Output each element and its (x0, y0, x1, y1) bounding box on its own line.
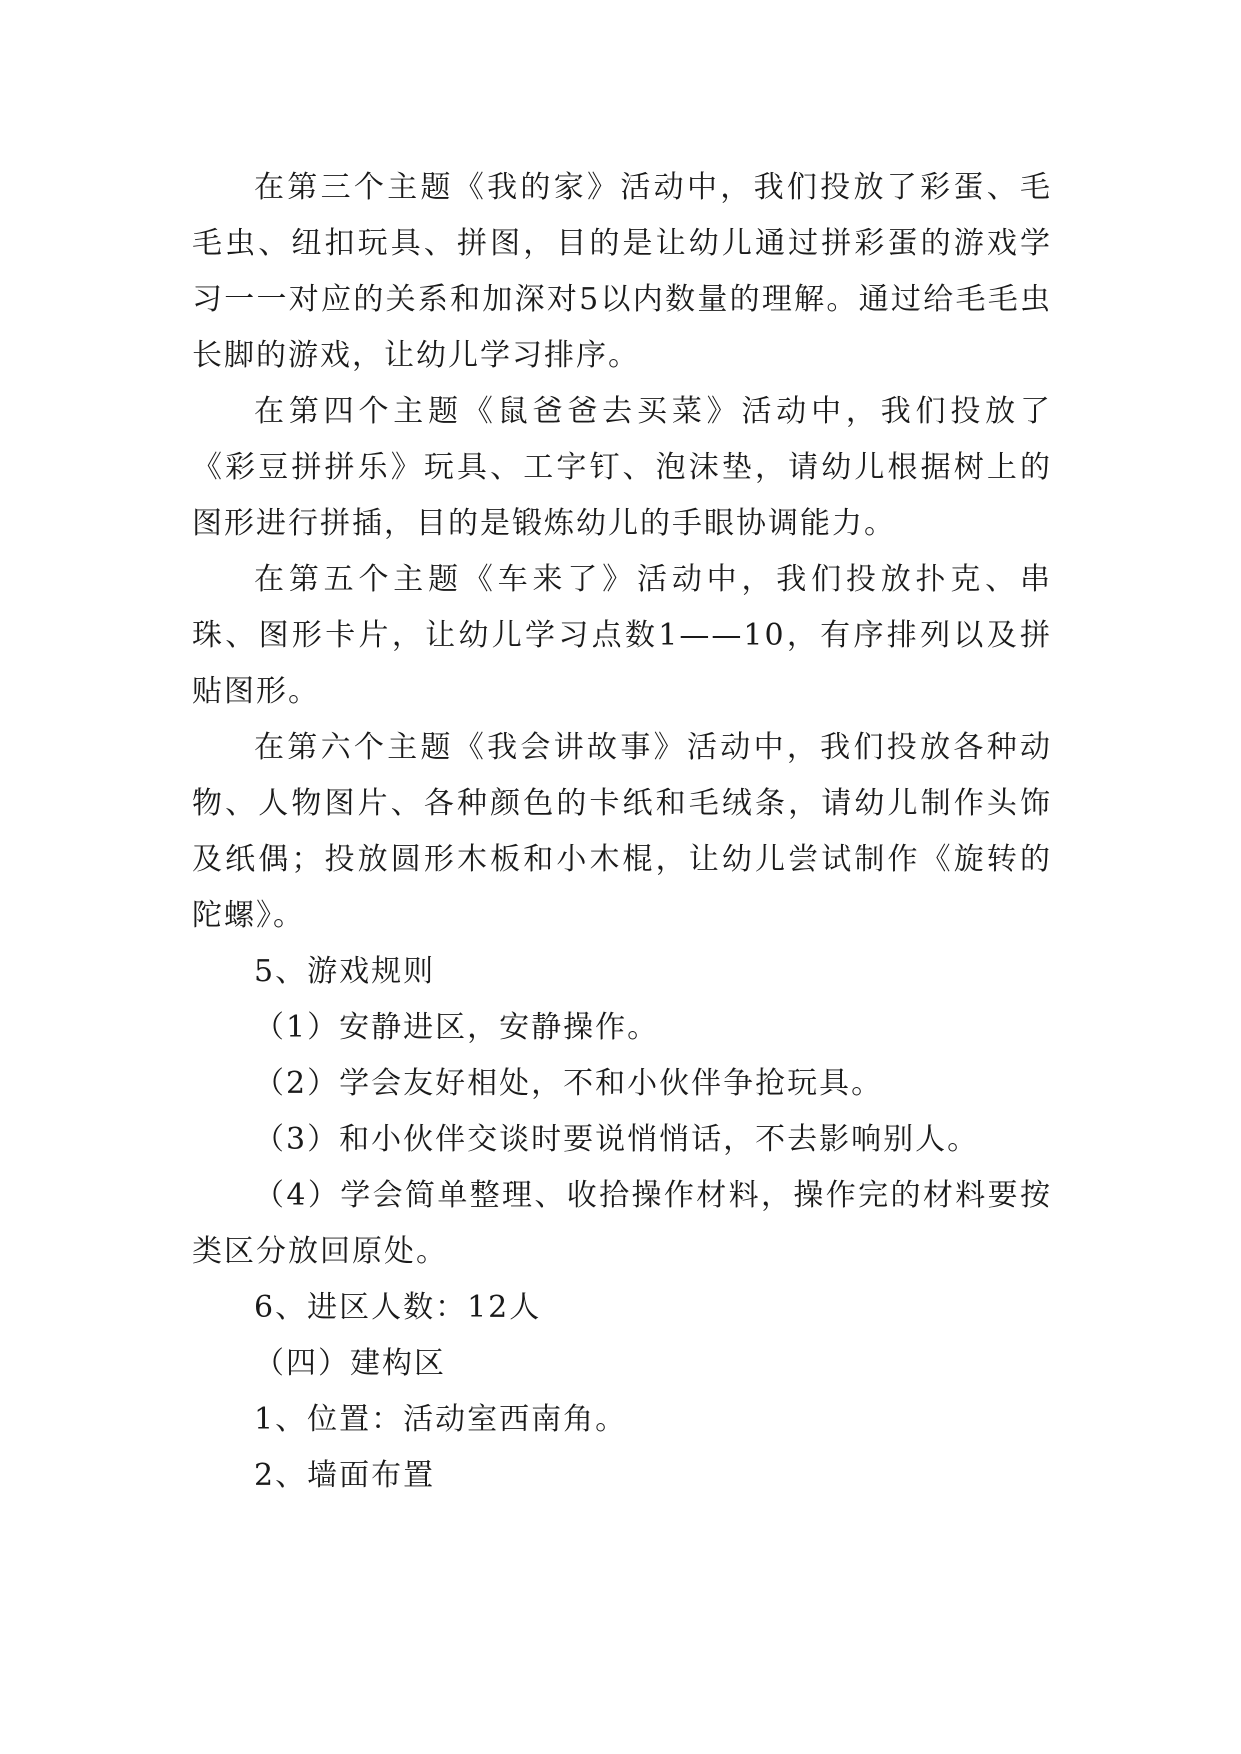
heading-location: 1、位置：活动室西南角。 (254, 1402, 628, 1437)
heading-area-capacity: 6、进区人数：12人 (254, 1290, 542, 1325)
paragraph-theme-five: 在第五个主题《车来了》活动中，我们投放扑克、串珠、图形卡片，让幼儿学习点数1——10，有序排列以及拼贴图形。 (192, 562, 1052, 709)
rule-item-3: （3）和小伙伴交谈时要说悄悄话，不去影响别人。 (254, 1122, 980, 1157)
rule-item-4: （4）学会简单整理、收拾操作材料，操作完的材料要按类区分放回原处。 (192, 1178, 1052, 1269)
rule-item-1: （1）安静进区，安静操作。 (254, 1010, 660, 1045)
paragraph-theme-four: 在第四个主题《鼠爸爸去买菜》活动中，我们投放了《彩豆拼拼乐》玩具、工字钉、泡沫垫，请幼儿根据树上的图形进行拼插，目的是锻炼幼儿的手眼协调能力。 (192, 394, 1052, 541)
heading-game-rules: 5、游戏规则 (254, 954, 436, 989)
heading-wall-layout: 2、墙面布置 (254, 1458, 436, 1493)
paragraph-theme-three: 在第三个主题《我的家》活动中，我们投放了彩蛋、毛毛虫、纽扣玩具、拼图，目的是让幼儿通过拼彩蛋的游戏学习一一对应的关系和加深对5以内数量的理解。通过给毛毛虫长脚的游戏，让幼儿学习排序。 (192, 170, 1052, 373)
paragraph-theme-six: 在第六个主题《我会讲故事》活动中，我们投放各种动物、人物图片、各种颜色的卡纸和毛绒条，请幼儿制作头饰及纸偶；投放圆形木板和小木棍，让幼儿尝试制作《旋转的陀螺》。 (192, 730, 1052, 933)
document-body (192, 160, 1052, 1504)
rule-item-2: （2）学会友好相处，不和小伙伴争抢玩具。 (254, 1066, 884, 1101)
section-heading-construction-area: （四）建构区 (254, 1346, 446, 1381)
